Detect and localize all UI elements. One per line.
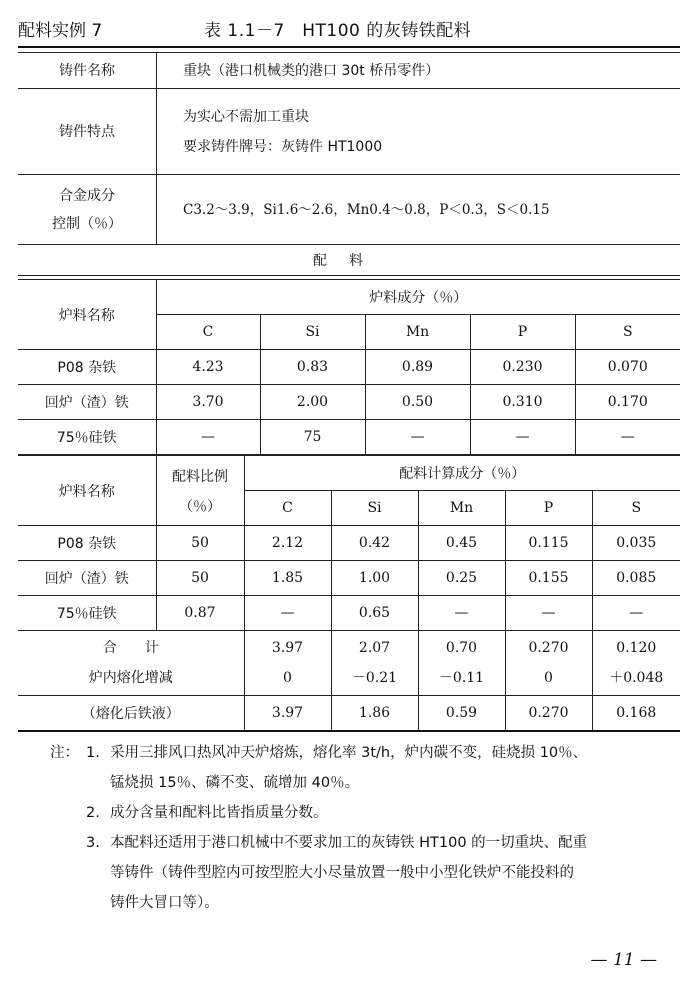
charge-cell: 0.070 bbox=[575, 350, 680, 385]
calc-cell: 2.12 bbox=[244, 526, 331, 561]
calc-cell: 0.155 bbox=[505, 561, 592, 596]
charge-table bbox=[18, 279, 680, 455]
calc-cell: 1.00 bbox=[331, 561, 418, 596]
note-text: 成分含量和配料比皆指质量分数。 bbox=[110, 805, 328, 821]
total-cell-p bbox=[505, 631, 592, 696]
notes-prefix: 注： bbox=[50, 745, 79, 761]
molten-label: （熔化后铁液） bbox=[18, 696, 244, 732]
note-text: 采用三排风口热风冲天炉熔炼，熔化率 3t/h，炉内碳不变，硅烧损 10％、 bbox=[110, 745, 588, 761]
calc-ratio-header bbox=[156, 456, 244, 526]
alloy-label-line-2: 控制（％） bbox=[52, 215, 122, 232]
charge-col-p: P bbox=[470, 315, 575, 350]
calc-cell: 1.85 bbox=[244, 561, 331, 596]
calc-cell: 0.035 bbox=[592, 526, 680, 561]
note-text: 本配料还适用于港口机械中不要求加工的灰铸铁 HT100 的一切重块、配重 bbox=[110, 835, 588, 851]
charge-row-name: P08 杂铁 bbox=[18, 350, 156, 385]
page-number: — 11 — bbox=[590, 950, 657, 970]
total-label-cell bbox=[18, 631, 244, 696]
table-row bbox=[18, 526, 680, 561]
calc-row-name: P08 杂铁 bbox=[18, 526, 156, 561]
calc-ratio-header-line-2: （％） bbox=[179, 498, 221, 515]
note-item-2 bbox=[50, 798, 682, 828]
note-number: 1. bbox=[86, 745, 100, 761]
charge-cell: — bbox=[365, 420, 470, 455]
casting-name-label: 铸件名称 bbox=[18, 53, 157, 89]
calc-cell: 0.25 bbox=[418, 561, 505, 596]
table-row bbox=[18, 385, 680, 420]
loss-value: ＋0.048 bbox=[609, 670, 664, 686]
total-cell-si bbox=[331, 631, 418, 696]
charge-cell: 75 bbox=[260, 420, 365, 455]
calc-col-mn: Mn bbox=[418, 491, 505, 526]
charge-cell: 2.00 bbox=[260, 385, 365, 420]
charge-cell: 0.230 bbox=[470, 350, 575, 385]
alloy-label bbox=[18, 175, 157, 245]
total-cell-mn bbox=[418, 631, 505, 696]
calc-cell: — bbox=[505, 596, 592, 631]
loss-label: 炉内熔化增减 bbox=[88, 670, 173, 686]
charge-col-s: S bbox=[575, 315, 680, 350]
total-value: 2.07 bbox=[358, 640, 391, 656]
molten-cell: 0.270 bbox=[505, 696, 592, 732]
note-text: 铸件大冒口等）。 bbox=[110, 895, 219, 911]
table-row bbox=[18, 596, 680, 631]
calc-cell: 0.085 bbox=[592, 561, 680, 596]
calc-col-p: P bbox=[505, 491, 592, 526]
charge-cell: — bbox=[156, 420, 260, 455]
total-value: 0.120 bbox=[616, 640, 657, 656]
loss-value: 0 bbox=[544, 670, 553, 686]
table-row bbox=[18, 350, 680, 385]
charge-cell: 0.50 bbox=[365, 385, 470, 420]
total-row bbox=[18, 631, 680, 696]
charge-col-c: C bbox=[156, 315, 260, 350]
calc-cell: 0.115 bbox=[505, 526, 592, 561]
info-table bbox=[18, 52, 680, 276]
molten-row bbox=[18, 696, 680, 732]
calc-cell: 0.42 bbox=[331, 526, 418, 561]
loss-value: －0.11 bbox=[438, 670, 485, 686]
loss-value: 0 bbox=[283, 670, 292, 686]
charge-name-header: 炉料名称 bbox=[18, 280, 156, 350]
charge-cell: 0.310 bbox=[470, 385, 575, 420]
notes bbox=[50, 738, 682, 918]
note-text: 锰烧损 15％、磷不变、硫增加 40％。 bbox=[110, 775, 360, 791]
calc-row-ratio: 50 bbox=[156, 561, 244, 596]
calc-row-ratio: 0.87 bbox=[156, 596, 244, 631]
page-header bbox=[18, 16, 683, 42]
note-number: 2. bbox=[86, 805, 100, 821]
charge-cell: 3.70 bbox=[156, 385, 260, 420]
table-row bbox=[18, 420, 680, 455]
alloy-label-line-1: 合金成分 bbox=[59, 187, 115, 204]
calc-cell: — bbox=[592, 596, 680, 631]
calc-name-header: 炉料名称 bbox=[18, 456, 156, 526]
total-value: 3.97 bbox=[271, 640, 304, 656]
note-number: 3. bbox=[86, 835, 100, 851]
total-cell-s bbox=[592, 631, 680, 696]
calc-row-name: 回炉（渣）铁 bbox=[18, 561, 156, 596]
calc-composition-header: 配料计算成分（％） bbox=[244, 456, 680, 491]
calc-row-name: 75％硅铁 bbox=[18, 596, 156, 631]
total-value: 0.70 bbox=[445, 640, 478, 656]
charge-col-si: Si bbox=[260, 315, 365, 350]
charge-cell: — bbox=[575, 420, 680, 455]
calc-table bbox=[18, 455, 680, 732]
example-label: 配料实例 7 bbox=[18, 21, 103, 41]
features-label: 铸件特点 bbox=[18, 89, 157, 175]
features-value bbox=[157, 89, 681, 175]
charge-composition-header: 炉料成分（％） bbox=[156, 280, 680, 315]
calc-ratio-header-line-1: 配料比例 bbox=[172, 468, 228, 485]
calc-col-c: C bbox=[244, 491, 331, 526]
calc-cell: — bbox=[418, 596, 505, 631]
charge-cell: 0.170 bbox=[575, 385, 680, 420]
calc-cell: 0.65 bbox=[331, 596, 418, 631]
molten-cell: 0.168 bbox=[592, 696, 680, 732]
alloy-value: C3.2～3.9，Si1.6～2.6，Mn0.4～0.8，P＜0.3，S＜0.15 bbox=[157, 175, 681, 245]
features-line-2: 要求铸件牌号：灰铸件 HT1000 bbox=[183, 138, 383, 155]
features-line-1: 为实心不需加工重块 bbox=[183, 108, 309, 125]
calc-cell: 0.45 bbox=[418, 526, 505, 561]
casting-name-value: 重块（港口机械类的港口 30t 桥吊零件） bbox=[157, 53, 681, 89]
note-item-3 bbox=[50, 828, 682, 858]
charge-cell: 0.89 bbox=[365, 350, 470, 385]
charge-row-name: 75％硅铁 bbox=[18, 420, 156, 455]
molten-cell: 1.86 bbox=[331, 696, 418, 732]
table-row bbox=[18, 561, 680, 596]
molten-cell: 0.59 bbox=[418, 696, 505, 732]
charge-col-mn: Mn bbox=[365, 315, 470, 350]
charge-cell: 4.23 bbox=[156, 350, 260, 385]
total-value: 0.270 bbox=[528, 640, 569, 656]
charge-cell: 0.83 bbox=[260, 350, 365, 385]
charge-cell: — bbox=[470, 420, 575, 455]
calc-col-s: S bbox=[592, 491, 680, 526]
loss-value: －0.21 bbox=[351, 670, 398, 686]
note-item-1 bbox=[50, 738, 682, 768]
calc-cell: — bbox=[244, 596, 331, 631]
molten-cell: 3.97 bbox=[244, 696, 331, 732]
section-label: 配料 bbox=[18, 245, 680, 276]
total-label: 合 计 bbox=[102, 640, 159, 656]
calc-row-ratio: 50 bbox=[156, 526, 244, 561]
calc-col-si: Si bbox=[331, 491, 418, 526]
top-rule bbox=[18, 46, 680, 48]
charge-row-name: 回炉（渣）铁 bbox=[18, 385, 156, 420]
note-text: 等铸件（铸件型腔内可按型腔大小尽量放置一般中小型化铁炉不能投料的 bbox=[110, 865, 574, 881]
table-title: 表 1.1－7 HT100 的灰铸铁配料 bbox=[204, 21, 472, 41]
total-cell-c bbox=[244, 631, 331, 696]
